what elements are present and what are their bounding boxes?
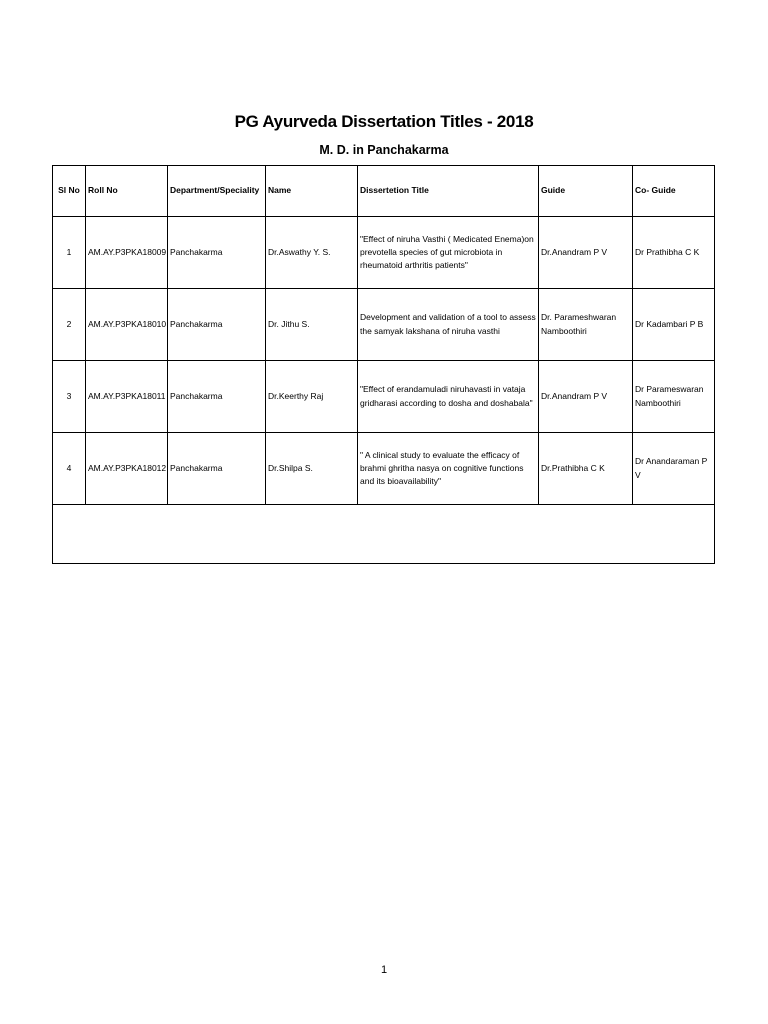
cell-department: Panchakarma: [168, 433, 266, 505]
dissertation-table: [52, 165, 715, 564]
cell-sl-no: 2: [53, 289, 86, 361]
cell-name: Dr.Shilpa S.: [266, 433, 358, 505]
table-header-row: [53, 166, 715, 217]
header-co-guide: Co- Guide: [633, 166, 715, 217]
cell-department: Panchakarma: [168, 217, 266, 289]
table-row: [53, 289, 715, 361]
cell-dissertation-title: "Effect of niruha Vasthi ( Medicated Enema)on prevotella species of gut microbiota in rheumatoid arthritis patients": [358, 217, 539, 289]
cell-guide: Dr.Anandram P V: [539, 217, 633, 289]
cell-roll-no: AM.AY.P3PKA18009: [86, 217, 168, 289]
cell-name: Dr. Jithu S.: [266, 289, 358, 361]
cell-name: Dr.Keerthy Raj: [266, 361, 358, 433]
cell-sl-no: 4: [53, 433, 86, 505]
cell-co-guide: Dr Anandaraman P V: [633, 433, 715, 505]
header-guide: Guide: [539, 166, 633, 217]
cell-name: Dr.Aswathy Y. S.: [266, 217, 358, 289]
header-department: Department/Speciality: [168, 166, 266, 217]
header-name: Name: [266, 166, 358, 217]
cell-co-guide: Dr Prathibha C K: [633, 217, 715, 289]
cell-dissertation-title: Development and validation of a tool to assess the samyak lakshana of niruha vasthi: [358, 289, 539, 361]
cell-co-guide: Dr Kadambari P B: [633, 289, 715, 361]
empty-cell: [53, 505, 715, 564]
header-roll-no: Roll No: [86, 166, 168, 217]
table-row: [53, 361, 715, 433]
cell-sl-no: 3: [53, 361, 86, 433]
cell-dissertation-title: " A clinical study to evaluate the efficacy of brahmi ghritha nasya on cognitive functions and its bioavailability": [358, 433, 539, 505]
document-subtitle: M. D. in Panchakarma: [319, 143, 449, 157]
cell-guide: Dr.Prathibha C K: [539, 433, 633, 505]
document-title: PG Ayurveda Dissertation Titles - 2018: [234, 112, 534, 131]
cell-roll-no: AM.AY.P3PKA18012: [86, 433, 168, 505]
table-row: [53, 217, 715, 289]
cell-department: Panchakarma: [168, 289, 266, 361]
page-number: 1: [380, 964, 388, 976]
header-dissertation-title: Dissertetion Title: [358, 166, 539, 217]
cell-roll-no: AM.AY.P3PKA18011: [86, 361, 168, 433]
cell-sl-no: 1: [53, 217, 86, 289]
cell-co-guide: Dr Parameswaran Namboothiri: [633, 361, 715, 433]
table-empty-row: [53, 505, 715, 564]
cell-roll-no: AM.AY.P3PKA18010: [86, 289, 168, 361]
cell-dissertation-title: "Effect of erandamuladi niruhavasti in vataja gridharasi according to dosha and doshabala": [358, 361, 539, 433]
table-row: [53, 433, 715, 505]
cell-department: Panchakarma: [168, 361, 266, 433]
cell-guide: Dr. Parameshwaran Namboothiri: [539, 289, 633, 361]
cell-guide: Dr.Anandram P V: [539, 361, 633, 433]
header-sl-no: Sl No: [53, 166, 86, 217]
